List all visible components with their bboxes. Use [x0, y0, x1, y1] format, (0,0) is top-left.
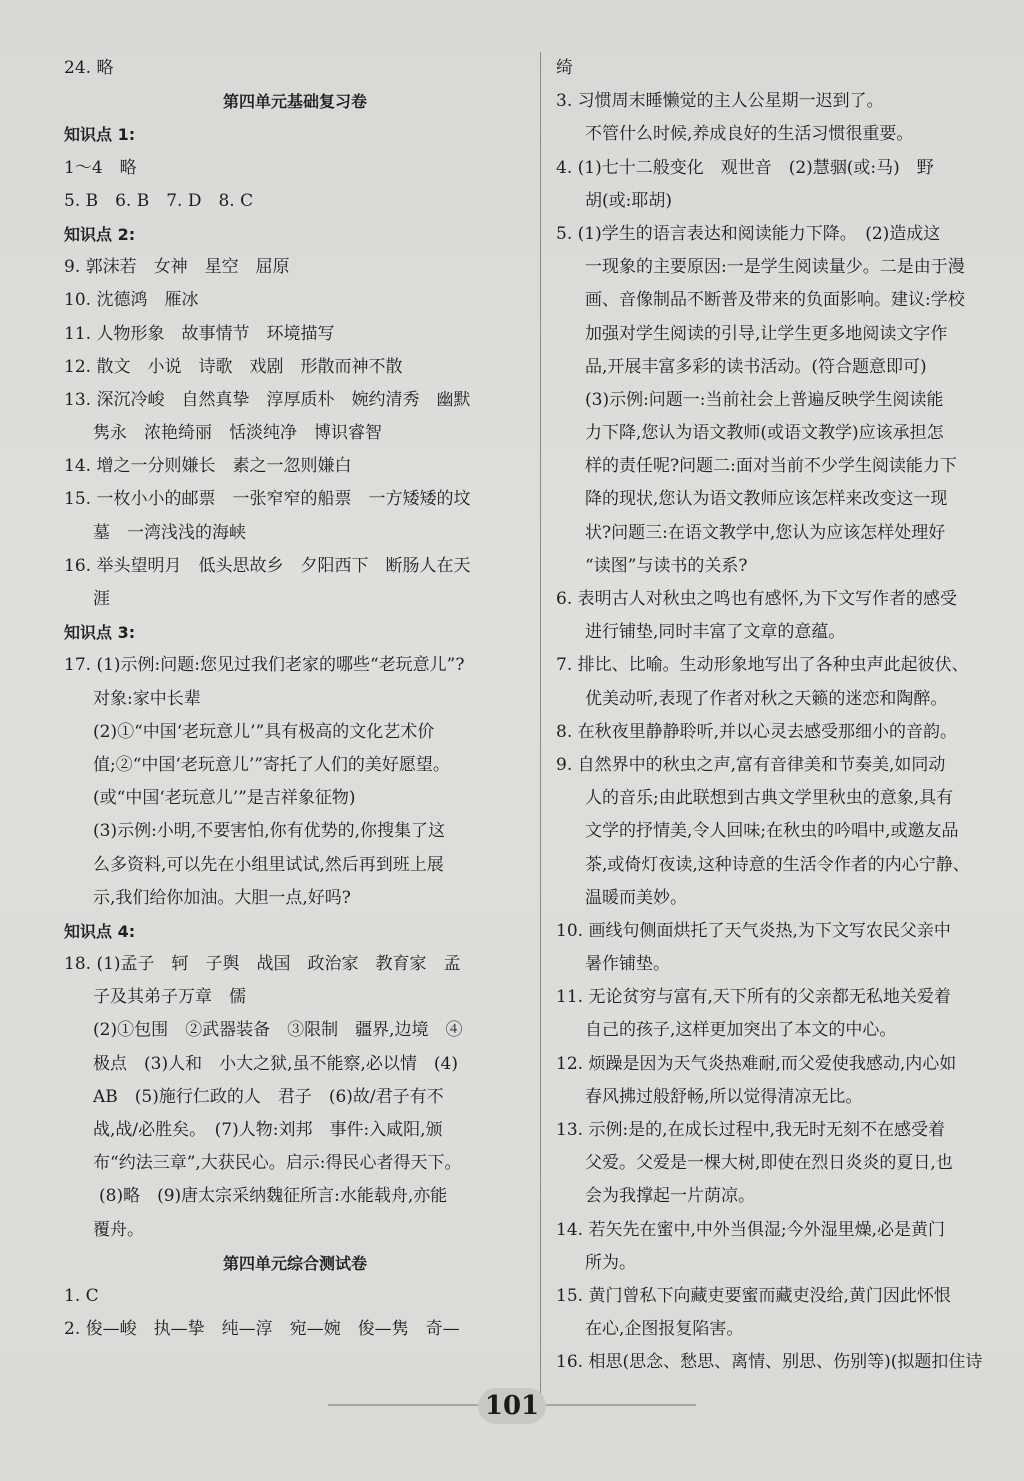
- answer-line: 24. 略: [64, 58, 114, 78]
- answer-line-continued: (2)①包围 ②武器装备 ③限制 疆界,边境 ④: [93, 1020, 463, 1041]
- answer-line: 15. 黄门曾私下向藏吏要蜜而藏吏没给,黄门因此怀恨: [556, 1285, 951, 1306]
- answer-line: 14. 若矢先在蜜中,中外当俱湿;今外湿里燥,必是黄门: [556, 1219, 945, 1240]
- answer-line-continued: 力下降,您认为语文教师(或语文教学)应该承担怎: [585, 423, 944, 444]
- page-number: 101: [484, 1391, 540, 1421]
- answer-line-continued: 所为。: [585, 1252, 636, 1273]
- answer-line-continued: 自己的孩子,这样更加突出了本文的中心。: [585, 1020, 897, 1041]
- answer-line: 9. 自然界中的秋虫之声,富有音律美和节奏美,如同动: [556, 754, 946, 775]
- answer-line-continued: 温暖而美妙。: [585, 887, 687, 908]
- answer-line-continued: 人的音乐;由此联想到古典文学里秋虫的意象,具有: [585, 788, 954, 809]
- answer-line: 16. 举头望明月 低头思故乡 夕阳西下 断肠人在天: [64, 555, 471, 576]
- answer-line: 2. 俊—峻 执—挚 纯—淳 宛—婉 俊—隽 奇—: [64, 1319, 460, 1340]
- answer-line-continued: 茶,或倚灯夜读,这种诗意的生活令作者的内心宁静、: [585, 854, 970, 875]
- answer-line-continued: 加强对学生阅读的引导,让学生更多地阅读文字作: [585, 323, 948, 344]
- section-title: 第四单元综合测试卷: [222, 1253, 367, 1273]
- answer-line-continued: 战,战/必胜矣。 (7)人物:刘邦 事件:入咸阳,颁: [93, 1120, 443, 1140]
- answer-line-continued: 覆舟。: [93, 1219, 144, 1240]
- answer-line-continued: 优美动听,表现了作者对秋之天籁的迷恋和陶醉。: [585, 688, 948, 709]
- answer-line-continued: 极点 (3)人和 小大之狱,虽不能察,必以情 (4): [93, 1053, 458, 1074]
- answer-line-continued: 子及其弟子万章 儒: [93, 987, 246, 1008]
- answer-line: 18. (1)孟子 轲 子舆 战国 政治家 教育家 孟: [64, 954, 461, 975]
- answer-line: 绮: [556, 58, 573, 78]
- knowledge-point-heading: 知识点 4:: [64, 921, 136, 941]
- answer-line-continued: 父爱。父爱是一棵大树,即使在烈日炎炎的夏日,也: [585, 1153, 953, 1174]
- answer-line-continued: 进行铺垫,同时丰富了文章的意蕴。: [585, 622, 846, 643]
- answer-line-continued: 画、音像制品不断普及带来的负面影响。建议:学校: [585, 290, 965, 311]
- answer-line-continued: (3)示例:问题一:当前社会上普遍反映学生阅读能: [585, 389, 944, 410]
- answer-line-continued: 隽永 浓艳绮丽 恬淡纯净 博识睿智: [93, 423, 382, 444]
- answer-line-continued: 示,我们给你加油。大胆一点,好吗?: [93, 887, 351, 908]
- answer-line: 3. 习惯周末睡懒觉的主人公星期一迟到了。: [556, 91, 884, 112]
- answer-line: 10. 沈德鸿 雁冰: [64, 290, 199, 311]
- answer-line-continued: 春风拂过般舒畅,所以觉得清凉无比。: [585, 1086, 863, 1107]
- answer-line: 14. 增之一分则嫌长 素之一忽则嫌白: [64, 456, 352, 477]
- answer-line: 5. B 6. B 7. D 8. C: [64, 190, 254, 211]
- answer-line-continued: 会为我撑起一片荫凉。: [585, 1186, 755, 1207]
- page-number-rule-right: [546, 1404, 696, 1406]
- page-number-badge: [478, 1388, 546, 1424]
- answer-line-continued: 涯: [93, 589, 110, 609]
- answer-line: 1. C: [64, 1285, 99, 1306]
- answer-line-continued: 么多资料,可以先在小组里试试,然后再到班上展: [93, 854, 444, 875]
- answer-line-continued: 不管什么时候,养成良好的生活习惯很重要。: [585, 124, 914, 145]
- answer-line-continued: (8)略 (9)唐太宗采纳魏征所言:水能载舟,亦能: [99, 1186, 448, 1207]
- answer-line-continued: 暑作铺垫。: [585, 954, 670, 975]
- answer-line: 8. 在秋夜里静静聆听,并以心灵去感受那细小的音韵。: [556, 721, 958, 742]
- answer-line-continued: 降的现状,您认为语文教师应该怎样来改变这一现: [585, 489, 948, 510]
- answer-line-continued: AB (5)施行仁政的人 君子 (6)故/君子有不: [93, 1086, 444, 1107]
- answer-line: 15. 一枚小小的邮票 一张窄窄的船票 一方矮矮的坟: [64, 489, 471, 510]
- answer-line: 17. (1)示例:问题:您见过我们老家的哪些“老玩意儿”?: [64, 655, 465, 676]
- answer-line: 12. 散文 小说 诗歌 戏剧 形散而神不散: [64, 356, 403, 377]
- answer-line: 11. 人物形象 故事情节 环境描写: [64, 323, 335, 344]
- section-title: 第四单元基础复习卷: [222, 92, 367, 112]
- answer-line-continued: 状?问题三:在语文教学中,您认为应该怎样处理好: [585, 522, 946, 543]
- answer-line: 13. 深沉冷峻 自然真挚 淳厚质朴 婉约清秀 幽默: [64, 389, 471, 410]
- answer-line-continued: 墓 一湾浅浅的海峡: [93, 522, 246, 543]
- answer-line-continued: 在心,企图报复陷害。: [585, 1319, 744, 1340]
- answer-line: 16. 相思(思念、愁思、离情、别思、伤别等)(拟题扣住诗: [556, 1352, 983, 1373]
- answer-line: 7. 排比、比喻。生动形象地写出了各种虫声此起彼伏、: [556, 655, 969, 676]
- answer-line-continued: 胡(或:耶胡): [585, 190, 672, 211]
- answer-line-continued: (2)①“中国‘老玩意儿’”具有极高的文化艺术价: [93, 721, 435, 742]
- answer-line-continued: 布“约法三章”,大获民心。启示:得民心者得天下。: [93, 1153, 462, 1174]
- left-column: [64, 52, 526, 1346]
- answer-line-continued: “读图”与读书的关系?: [585, 555, 748, 576]
- answer-line: 13. 示例:是的,在成长过程中,我无时无刻不在感受着: [556, 1120, 945, 1140]
- answer-line-continued: 样的责任呢?问题二:面对当前不少学生阅读能力下: [585, 456, 957, 477]
- knowledge-point-heading: 知识点 1:: [64, 125, 136, 145]
- answer-line: 10. 画线句侧面烘托了天气炎热,为下文写农民父亲中: [556, 920, 951, 941]
- answer-line: 5. (1)学生的语言表达和阅读能力下降。 (2)造成这: [556, 223, 941, 244]
- answer-line: 1～4 略: [64, 157, 137, 178]
- answer-line-continued: 品,开展丰富多彩的读书活动。(符合题意即可): [585, 356, 927, 377]
- answer-line-continued: 文学的抒情美,令人回味;在秋虫的吟唱中,或邀友品: [585, 821, 959, 842]
- answer-line-continued: (3)示例:小明,不要害怕,你有优势的,你搜集了这: [93, 821, 446, 842]
- answer-line-continued: 一现象的主要原因:一是学生阅读量少。二是由于漫: [585, 257, 965, 278]
- answer-line-continued: (或“中国‘老玩意儿’”是吉祥象征物): [93, 788, 356, 809]
- column-divider: [540, 52, 541, 1397]
- answer-line: 4. (1)七十二般变化 观世音 (2)慧骃(或:马) 野: [556, 157, 934, 178]
- answer-line: 6. 表明古人对秋虫之鸣也有感怀,为下文写作者的感受: [556, 589, 958, 609]
- answer-line: 12. 烦躁是因为天气炎热难耐,而父爱使我感动,内心如: [556, 1053, 957, 1074]
- answer-line: 11. 无论贫穷与富有,天下所有的父亲都无私地关爱着: [556, 987, 951, 1008]
- page-number-rule-left: [328, 1404, 478, 1406]
- answer-line-continued: 值;②“中国‘老玩意儿’”寄托了人们的美好愿望。: [93, 754, 450, 775]
- answer-line: 9. 郭沫若 女神 星空 屈原: [64, 257, 290, 278]
- knowledge-point-heading: 知识点 3:: [64, 623, 136, 643]
- right-column: [556, 52, 1016, 1380]
- knowledge-point-heading: 知识点 2:: [64, 224, 136, 244]
- answer-line-continued: 对象:家中长辈: [93, 688, 201, 709]
